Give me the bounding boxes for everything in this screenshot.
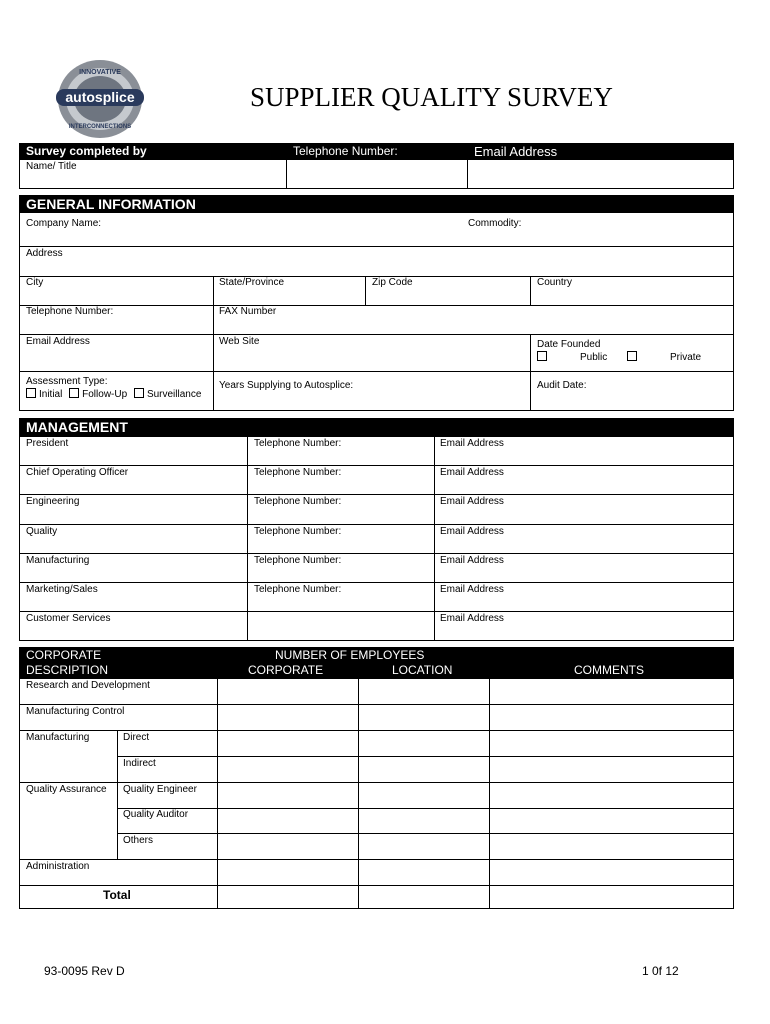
management-telephone-cell[interactable] <box>247 611 435 641</box>
corporate-header: CORPORATE <box>26 648 102 662</box>
company-row[interactable] <box>19 212 734 247</box>
survey-completed-label: Survey completed by <box>26 144 147 158</box>
fax-field[interactable] <box>213 305 734 335</box>
company-telephone-label: Telephone Number: <box>26 306 114 317</box>
logo-top-text: INNOVATIVE <box>79 69 121 76</box>
years-supplying-label: Years Supplying to Autosplice: <box>219 380 354 391</box>
quality-assurance-label: Quality Assurance <box>26 784 107 795</box>
private-label: Private <box>670 352 702 363</box>
survey-email-field[interactable] <box>467 159 734 189</box>
description-header: DESCRIPTION <box>26 663 109 677</box>
management-email-label: Email Address <box>440 526 504 537</box>
name-title-label: Name/ Title <box>26 161 77 172</box>
management-telephone-label: Telephone Number: <box>254 496 342 507</box>
fax-label: FAX Number <box>219 306 277 317</box>
city-label: City <box>26 277 44 288</box>
management-role-label: Marketing/Sales <box>26 584 98 595</box>
address-field[interactable] <box>19 246 734 277</box>
management-role-label: Quality <box>26 526 58 537</box>
zip-label: Zip Code <box>372 277 413 288</box>
others-label: Others <box>123 835 154 846</box>
management-telephone-label: Telephone Number: <box>254 584 342 595</box>
direct-label: Direct <box>123 732 150 743</box>
follow-up-checkbox[interactable] <box>69 388 79 398</box>
comments-header: COMMENTS <box>574 663 644 677</box>
follow-up-label: Follow-Up <box>82 389 128 400</box>
management-role-label: Chief Operating Officer <box>26 467 129 478</box>
assessment-type-label: Assessment Type: <box>26 376 108 387</box>
initial-checkbox[interactable] <box>26 388 36 398</box>
management-role-label: Engineering <box>26 496 80 507</box>
autosplice-logo <box>54 58 146 140</box>
indirect-label: Indirect <box>123 758 156 769</box>
survey-telephone-label: Telephone Number: <box>293 144 398 158</box>
management-email-label: Email Address <box>440 584 504 595</box>
general-information-heading: GENERAL INFORMATION <box>26 196 196 212</box>
manufacturing-control-label: Manufacturing Control <box>26 706 125 717</box>
management-email-label: Email Address <box>440 555 504 566</box>
management-heading: MANAGEMENT <box>26 419 128 435</box>
public-option[interactable] <box>537 351 607 363</box>
audit-date-label: Audit Date: <box>537 380 587 391</box>
company-name-label: Company Name: <box>26 218 102 229</box>
surveillance-label: Surveillance <box>146 389 202 400</box>
survey-email-label: Email Address <box>474 144 558 159</box>
initial-label: Initial <box>39 389 63 400</box>
public-label: Public <box>580 352 608 363</box>
location-count-header: LOCATION <box>392 663 453 677</box>
country-label: Country <box>537 277 573 288</box>
management-telephone-label: Telephone Number: <box>254 526 342 537</box>
management-email-label: Email Address <box>440 438 504 449</box>
total-label: Total <box>103 888 131 902</box>
management-email-label: Email Address <box>440 467 504 478</box>
company-email-label: Email Address <box>26 336 90 347</box>
management-role-label: Manufacturing <box>26 555 90 566</box>
commodity-label: Commodity: <box>468 218 522 229</box>
address-label: Address <box>26 248 63 259</box>
management-telephone-label: Telephone Number: <box>254 555 342 566</box>
logo-main-text: autosplice <box>65 89 135 105</box>
years-supplying-field[interactable] <box>213 371 531 411</box>
assessment-options <box>26 388 201 400</box>
public-checkbox[interactable] <box>537 351 547 361</box>
management-email-label: Email Address <box>440 496 504 507</box>
website-field[interactable] <box>213 334 531 372</box>
audit-date-field[interactable] <box>530 371 734 411</box>
management-telephone-label: Telephone Number: <box>254 438 342 449</box>
website-label: Web Site <box>219 336 260 347</box>
management-telephone-label: Telephone Number: <box>254 467 342 478</box>
logo-bottom-text: INTERCONNECTIONS <box>68 124 132 130</box>
document-number: 93-0095 Rev D <box>44 964 125 978</box>
administration-label: Administration <box>26 861 90 872</box>
date-founded-label: Date Founded <box>537 339 601 350</box>
page-number: 1 0f 12 <box>642 964 679 978</box>
city-field[interactable] <box>19 276 214 306</box>
management-email-label: Email Address <box>440 613 504 624</box>
survey-telephone-field[interactable] <box>286 159 468 189</box>
manufacturing-label: Manufacturing <box>26 732 90 743</box>
quality-auditor-label: Quality Auditor <box>123 809 189 820</box>
number-of-employees-header: NUMBER OF EMPLOYEES <box>275 648 425 662</box>
corporate-count-header: CORPORATE <box>248 663 324 677</box>
private-checkbox[interactable] <box>627 351 637 361</box>
management-role-label: Customer Services <box>26 613 111 624</box>
page-title: SUPPLIER QUALITY SURVEY <box>250 82 613 112</box>
research-label: Research and Development <box>26 680 150 691</box>
state-label: State/Province <box>219 277 285 288</box>
private-option[interactable] <box>627 351 701 363</box>
surveillance-checkbox[interactable] <box>134 388 144 398</box>
quality-engineer-label: Quality Engineer <box>123 784 197 795</box>
management-role-label: President <box>26 438 69 449</box>
